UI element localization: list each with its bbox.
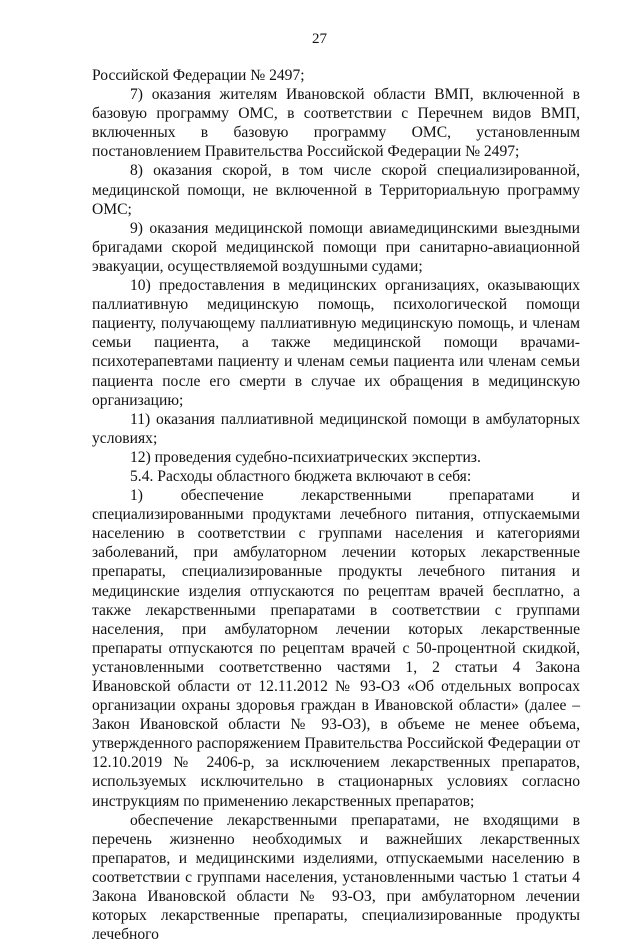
paragraph-5-4-item-1-continued: обеспечение лекарственными препаратами, не входящими в перечень жизненно необходимых и важнейших лекарственных препаратов, и медицинскими изделиями, отпускаемыми населению в соответствии с группами населения, установленными частью 1 статьи 4 Закона Ивановской области № 93-ОЗ, при амбулаторном лечении которых лекарственные препараты, специализированные продукты лечебного: [92, 811, 580, 944]
paragraph-item-12: 12) проведения судебно-психиатрических экспертиз.: [130, 448, 481, 466]
paragraph-item-11: 11) оказания паллиативной медицинской помощи в амбулаторных условиях;: [92, 410, 580, 447]
document-body: [92, 66, 580, 944]
paragraph-item-8: 8) оказания скорой, в том числе скорой специализированной, медицинской помощи, не включенной в Территориальную программу ОМС;: [92, 162, 580, 218]
page-number: 27: [312, 31, 327, 47]
paragraph-item-10: 10) предоставления в медицинских организациях, оказывающих паллиативную медицинскую помощь, психологической помощи пациенту, получающему паллиативную медицинскую помощь, и членам семьи пациента, а также медицинской помощи врачами-психотерапевтами пациенту и членам семьи пациента или членам семьи пациента после его смерти в случае их обращения в медицинскую организацию;: [92, 277, 580, 409]
paragraph-5-4-item-1: 1) обеспечение лекарственными препаратами и специализированными продуктами лечебного питания, отпускаемыми населению в соответствии с группами населения и категориями заболеваний, при амбулаторном лечении которых лекарственные препараты, специализированные продукты лечебного питания и медицинские изделия отпускаются по рецептам врачей бесплатно, а также лекарственными препаратами в соответствии с группами населения, при амбулаторном лечении которых лекарственные препараты отпускаются по рецептам врачей с 50-процентной скидкой, установленными соответственно частями 1, 2 статьи 4 Закона Ивановской области от 12.11.2012 № 93-ОЗ «Об отдельных вопросах организации охраны здоровья граждан в Ивановской области» (далее – Закон Ивановской области № 93-ОЗ), в объеме не менее объема, утвержденного распоряжением Правительства Российской Федерации от 12.10.2019 № 2406-р, за исключением лекарственных препаратов, используемых исключительно в стационарных условиях согласно инструкциям по применению лекарственных препаратов;: [92, 487, 580, 810]
section-5-4-heading: 5.4. Расходы областного бюджета включают в себя:: [130, 467, 472, 485]
paragraph-item-7: 7) оказания жителям Ивановской области ВМП, включенной в базовую программу ОМС, в соответствии с Перечнем видов ВМП, включенных в базовую программу ОМС, установленным постановлением Правительства Российской Федерации № 2497;: [92, 86, 580, 161]
paragraph-continuation: Российской Федерации № 2497;: [92, 67, 305, 84]
paragraph-item-9: 9) оказания медицинской помощи авиамедицинскими выездными бригадами скорой медицинской помощи при санитарно-авиационной эвакуации, осуществляемой воздушными судами;: [92, 219, 580, 275]
